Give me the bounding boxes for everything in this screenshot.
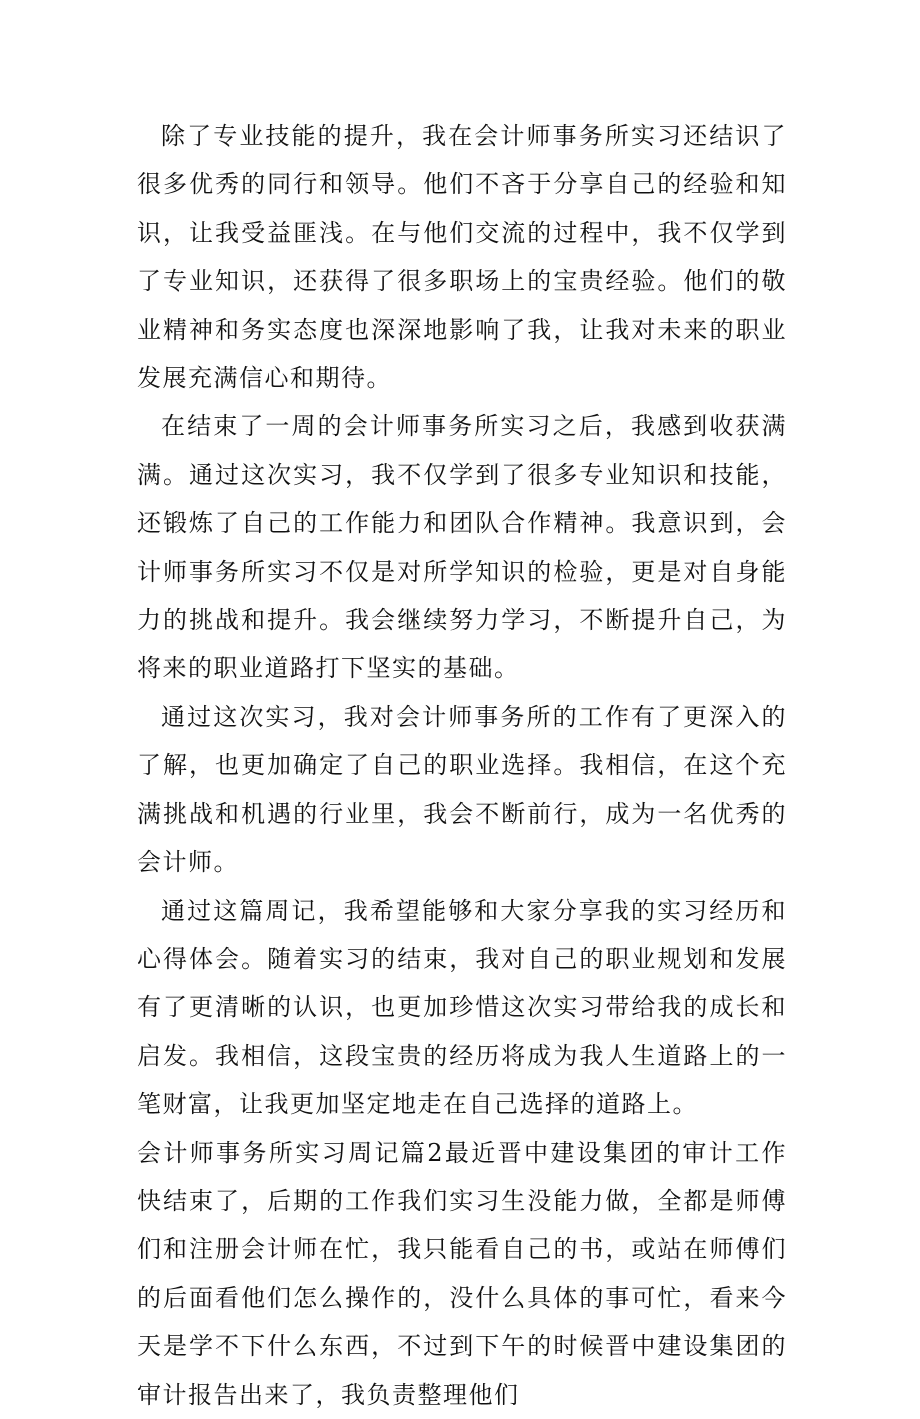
paragraph-internship-summary: 在结束了一周的会计师事务所实习之后，我感到收获满满。通过这次实习，我不仅学到了很多专业知识和技能，还锻炼了自己的工作能力和团队合作精神。我意识到，会计师事务所实习不仅是对所学知识的检验，更是对自身能力的挑战和提升。我会继续努力学习，不断提升自己，为将来的职业道路打下坚实的基础。	[137, 412, 787, 683]
paragraph-weekly-journal-2: 会计师事务所实习周记篇2最近晋中建设集团的审计工作快结束了，后期的工作我们实习生没能力做，全都是师傅们和注册会计师在忙，我只能看自己的书，或站在师傅们的后面看他们怎么操作的，没什么具体的事可忙，看来今天是学不下什么东西，不过到下午的时候晋中建设集团的审计报告出来了，我负责整理他们	[137, 1138, 787, 1409]
paragraph-skills-colleagues: 除了专业技能的提升，我在会计师事务所实习还结识了很多优秀的同行和领导。他们不吝于分享自己的经验和知识，让我受益匪浅。在与他们交流的过程中，我不仅学到了专业知识，还获得了很多职场上的宝贵经验。他们的敬业精神和务实态度也深深地影响了我，让我对未来的职业发展充满信心和期待。	[137, 122, 787, 393]
paragraph-sharing-experience: 通过这篇周记，我希望能够和大家分享我的实习经历和心得体会。随着实习的结束，我对自己的职业规划和发展有了更清晰的认识，也更加珍惜这次实习带给我的成长和启发。我相信，这段宝贵的经历将成为我人生道路上的一笔财富，让我更加坚定地走在自己选择的道路上。	[137, 896, 787, 1119]
document-body	[137, 112, 787, 1419]
paragraph-career-choice: 通过这次实习，我对会计师事务所的工作有了更深入的了解，也更加确定了自己的职业选择。我相信，在这个充满挑战和机遇的行业里，我会不断前行，成为一名优秀的会计师。	[137, 702, 787, 877]
